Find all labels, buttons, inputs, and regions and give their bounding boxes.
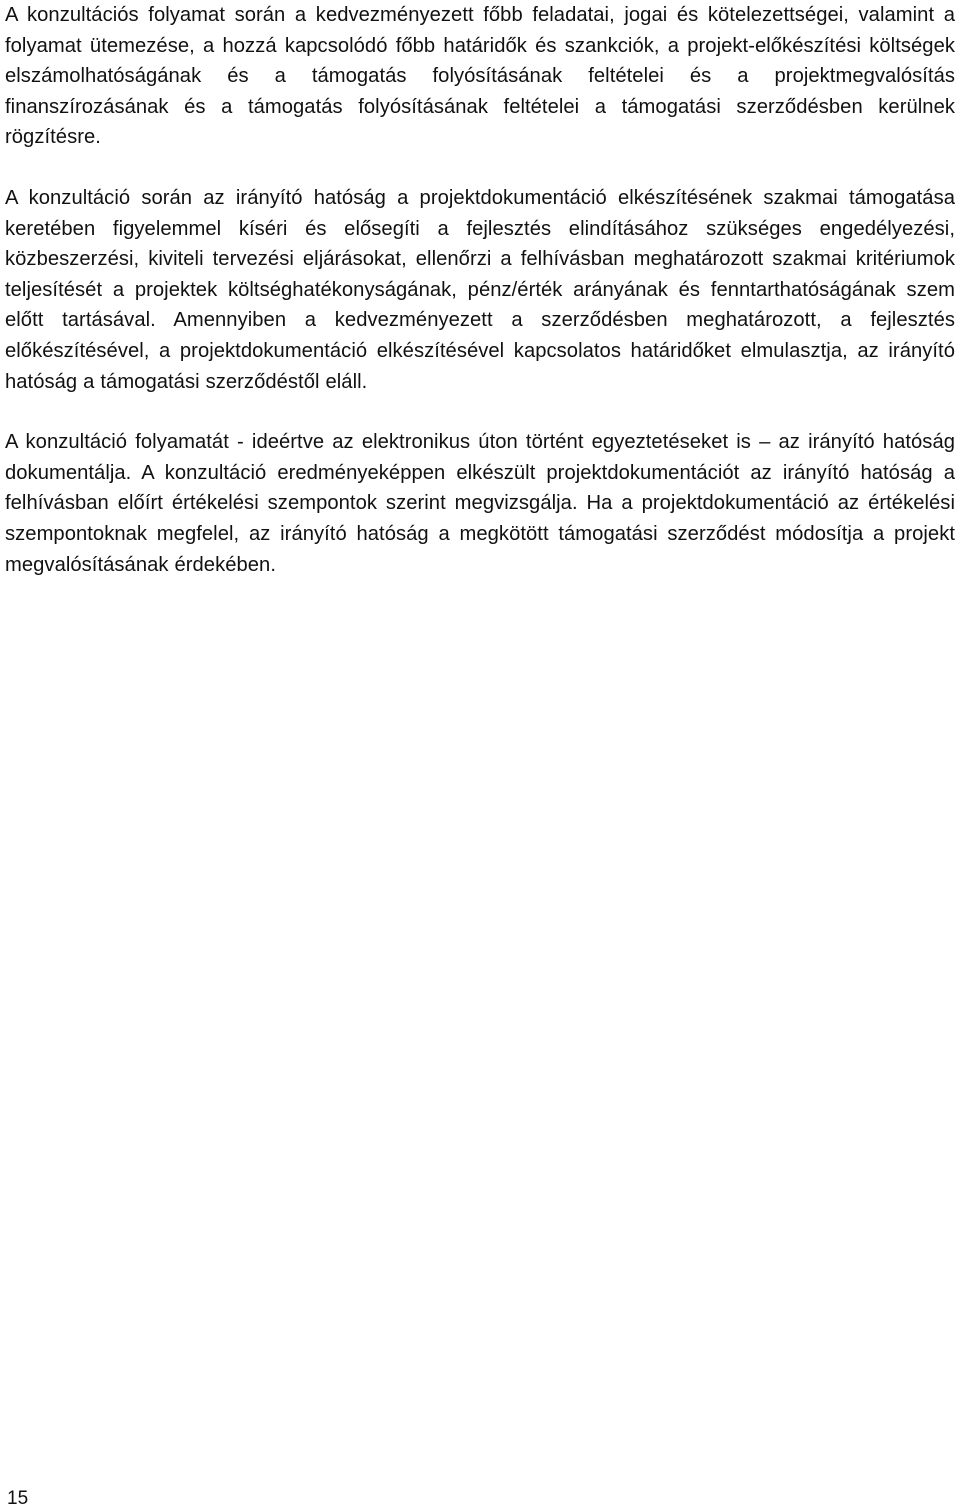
paragraph-1: A konzultációs folyamat során a kedvezményezett főbb feladatai, jogai és kötelezettségei, valamint a folyamat ütemezése, a hozzá kapcsolódó főbb határidők és szankciók, a projekt-előkészítési költségek elszámolhatóságának és a támogatás folyósításának feltételei és a projektmegvalósítás finanszírozásának és a támogatás folyósításának feltételei a támogatási szerződésben kerülnek rögzítésre. [5,4,955,149]
document-body [5,0,955,580]
paragraph-2: A konzultáció során az irányító hatóság a projektdokumentáció elkészítésének szakmai támogatása keretében figyelemmel kíséri és elősegíti a fejlesztés elindításához szükséges engedélyezési, közbeszerzési, kiviteli tervezési eljárásokat, ellenőrzi a felhívásban meghatározott szakmai kritériumok teljesítését a projektek költséghatékonyságának, pénz/érték arányának és fenntarthatóságának szem előtt tartásával. Amennyiben a kedvezményezett a szerződésben meghatározott, a fejlesztés előkészítésével, a projektdokumentáció elkészítésével kapcsolatos határidőket elmulasztja, az irányító hatóság a támogatási szerződéstől eláll. [5,186,955,393]
page-number: 15 [7,1488,29,1509]
paragraph-3: A konzultáció folyamatát - ideértve az elektronikus úton történt egyeztetéseket is – az irányító hatóság dokumentálja. A konzultáció eredményeképpen elkészült projektdokumentációt az irányító hatóság a felhívásban előírt értékelési szempontok szerint megvizsgálja. Ha a projektdokumentáció az értékelési szempontoknak megfelel, az irányító hatóság a megkötött támogatási szerződést módosítja a projekt megvalósításának érdekében. [5,431,955,576]
